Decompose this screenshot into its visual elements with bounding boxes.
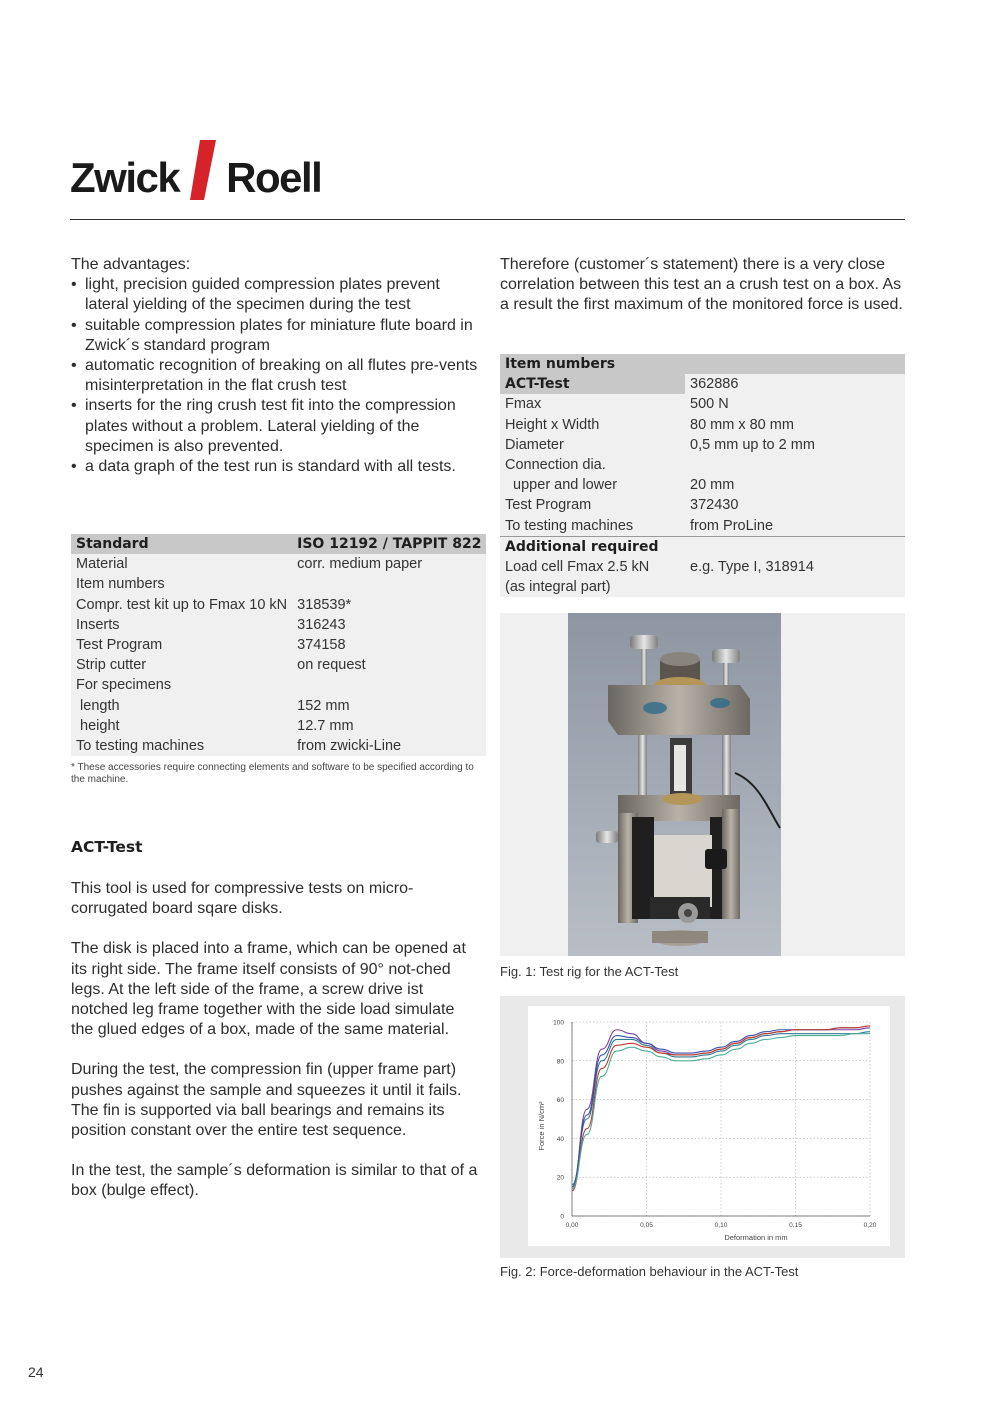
table-cell: 500 N [690,396,729,413]
table-cell: To testing machines [76,738,205,755]
table-row [500,557,905,577]
fig2-caption: Fig. 2: Force-deformation behaviour in the ACT-Test [500,1264,799,1279]
table-row [500,455,905,475]
logo-text-right: Roell [226,154,322,201]
table-cell: 316243 [297,616,346,633]
table-cell: Item numbers [500,354,905,374]
table-cell: from zwicki-Line [297,738,402,755]
y-tick-label: 100 [553,1019,564,1027]
table-cell: Fmax [505,396,542,413]
x-tick-label: 0,00 [565,1222,579,1229]
fig1-photo-frame [500,613,905,956]
table-cell: Additional required [500,536,905,557]
table-subheader-row [500,536,905,557]
table-cell: To testing machines [505,517,634,534]
x-tick-label: 0,15 [789,1222,802,1229]
table-cell: 318539* [297,596,352,613]
table-row [71,696,486,716]
table-cell: Inserts [76,616,120,633]
table-cell: Standard [71,534,292,554]
table-cell: e.g. Type I, 318914 [690,559,814,576]
table-row [71,554,486,574]
table-row [71,655,486,675]
y-tick-label: 0 [560,1213,564,1221]
table-row [500,435,905,455]
table-cell: 80 mm x 80 mm [690,416,794,433]
standard-footnote: * These accessories require connecting elements and software to be specified according to the machine. [71,762,474,785]
table-row [71,615,486,635]
advantages-section [71,255,481,477]
table-cell: ACT-Test [500,374,685,394]
x-axis-label: Deformation in mm [724,1233,788,1242]
y-tick-label: 40 [556,1135,564,1143]
table-row [500,577,905,597]
advantage-item: • light, precision guided compression plates prevent lateral yielding of the specimen during the test [71,275,481,315]
table-row [500,415,905,435]
act-heading: ACT-Test [71,838,143,856]
table-row [71,635,486,655]
table-row [71,574,486,594]
table-cell: Height x Width [505,416,600,433]
right-intro: Therefore (customer´s statement) there is a very close correlation between this test an a crush test on a box. As a result the first maximum of the monitored force is used. [500,256,903,314]
table-cell: Connection dia. [505,457,606,474]
advantage-item: • a data graph of the test run is standard with all tests. [71,457,481,477]
table-row [500,475,905,495]
table-row [500,495,905,515]
table-row [500,374,905,394]
header-rule [70,219,905,220]
table-cell: corr. medium paper [297,556,423,573]
table-cell: length [76,697,120,714]
table-header-row [71,534,486,554]
table-cell: Test Program [505,497,592,514]
table-cell: 152 mm [297,697,350,714]
table-cell: 372430 [690,497,739,514]
logo-text-left: Zwick [70,154,180,201]
logo-slash-icon [190,140,220,200]
force-deformation-chart [500,996,905,1258]
advantages-list [71,275,481,477]
table-cell: from ProLine [690,517,774,534]
table-row [71,675,486,695]
table-cell: Test Program [76,637,163,654]
standard-table [71,534,486,756]
table-cell: upper and lower [505,477,618,494]
table-row [71,736,486,756]
table-row [71,595,486,615]
x-tick-label: 0,20 [863,1222,877,1229]
table-cell [292,574,486,594]
table-cell: 12.7 mm [297,717,354,734]
table-cell: Diameter [505,436,564,453]
test-rig-photo [500,613,905,956]
act-paragraph: This tool is used for compressive tests on micro-corrugated board sqare disks. [71,880,414,918]
table-cell: 20 mm [690,477,735,494]
y-tick-label: 80 [556,1058,564,1066]
item-table [500,354,905,597]
table-row [500,516,905,537]
y-tick-label: 20 [556,1174,564,1182]
table-cell: (as integral part) [505,579,611,596]
act-section [71,879,479,1202]
advantage-item: • automatic recognition of breaking on all flutes pre-vents misinterpretation in the flat crush test [71,356,481,396]
fig1-caption: Fig. 1: Test rig for the ACT-Test [500,964,679,979]
act-paragraph: During the test, the compression fin (upper frame part) pushes against the sample and squeezes it until it fails. The fin is supported via ball bearings and remains its position constant over the entire test sequence. [71,1061,462,1140]
act-paragraph: In the test, the sample´s deformation is similar to that of a box (bulge effect). [71,1162,478,1200]
x-tick-label: 0,10 [714,1222,728,1229]
table-cell: ISO 12192 / TAPPIT 822 [292,534,486,554]
zwick-roell-logo [70,140,370,204]
table-cell: 374158 [297,637,346,654]
table-cell [292,675,486,695]
table-cell [685,455,905,475]
y-tick-label: 60 [556,1097,564,1105]
advantage-item: • suitable compression plates for miniature flute board in Zwick´s standard program [71,316,481,356]
table-cell: For specimens [76,677,172,694]
page-number: 24 [28,1364,44,1380]
fig2-chart-frame [500,996,905,1258]
table-row [500,394,905,414]
table-cell: Material [76,556,128,573]
table-cell: height [76,717,120,734]
advantage-item: • inserts for the ring crush test fit into the compression plates without a problem. Lateral yielding of the specimen is also prevented. [71,396,481,457]
table-cell: Strip cutter [76,657,147,674]
table-cell: 362886 [685,374,905,394]
table-cell: Load cell Fmax 2.5 kN [505,559,650,576]
table-cell: 0,5 mm up to 2 mm [690,436,815,453]
table-header-row [500,354,905,374]
x-tick-label: 0,05 [640,1222,653,1229]
table-cell: Item numbers [76,576,165,593]
table-cell: Compr. test kit up to Fmax 10 kN [76,596,288,613]
y-axis-label: Force in N/cm² [537,1101,546,1151]
act-paragraph: The disk is placed into a frame, which can be opened at its right side. The frame itself consists of 90° not-ched legs. At the left side of the frame, a screw drive ist notched leg frame together with the side load simulate the glued edges of a box, made of the same material. [71,940,466,1039]
table-cell: on request [297,657,366,674]
advantages-intro: The advantages: [71,256,191,273]
table-row [71,716,486,736]
table-cell [685,577,905,597]
